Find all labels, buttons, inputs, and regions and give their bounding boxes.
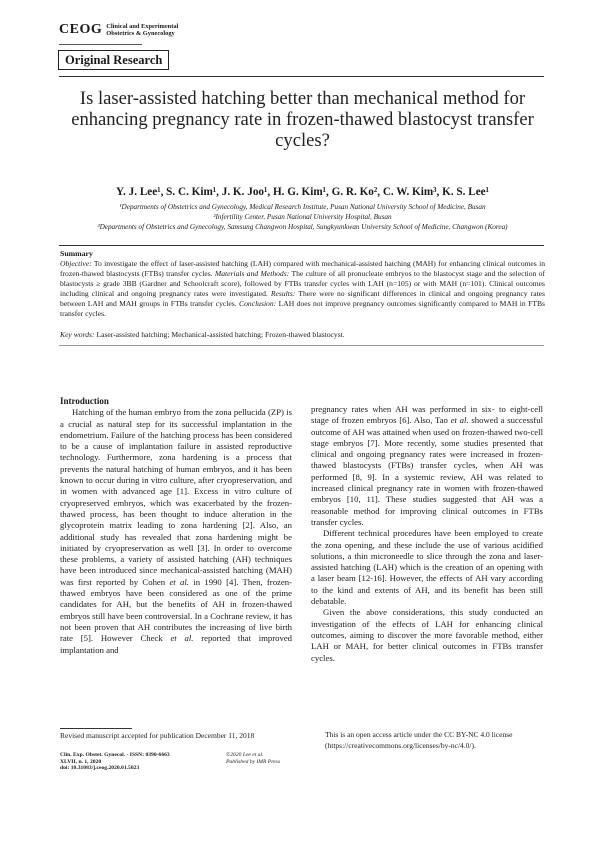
article-type-badge: Original Research <box>58 50 169 70</box>
summary-divider <box>59 245 544 246</box>
summary-heading: Summary <box>60 249 93 258</box>
affiliation: ¹Departments of Obstetrics and Gynecology, Medical Research Institute, Pusan National University School of Medicine, Busan <box>119 203 486 211</box>
abstract <box>60 249 545 319</box>
body-column-left <box>60 396 292 656</box>
keywords <box>60 330 545 339</box>
body-column-right <box>311 404 543 664</box>
results-label: Results: <box>270 289 296 298</box>
journal-logo-subtitle: Clinical and Experimental Obstetrics & Gynecology <box>106 23 179 37</box>
affiliation: ²Infertility Center, Pusan National University Hospital, Busan <box>213 213 392 221</box>
body-paragraph: Given the above considerations, this study conducted an investigation of the effects of LAH for enhancing clinical outcomes, aiming to discover the more favorable method, either LAH or MAH, for better clinical outcomes in FTBs transfer cycles. <box>311 607 543 663</box>
results-text: There were no significant differences in clinical and ongoing pregnancy rates between LAH and MAH groups in FTBs transfer cycles. <box>60 289 546 308</box>
citation-info: Clin. Exp. Obstet. Gynecol. - ISSN: 0390-6663 XLVII, n. 1, 2020 doi: 10.31083/j.ceog.2020.01.5023 <box>60 752 170 771</box>
header-rule <box>59 44 142 45</box>
journal-logo <box>59 22 178 38</box>
objective-label: Objective: <box>60 259 92 268</box>
license-note: This is an open access article under the CC BY-NC 4.0 license (https://creativecommons.org/licenses/by-nc/4.0/). <box>325 730 513 750</box>
conclusion-label: Conclusion: <box>239 299 277 308</box>
keywords-label: Key words: <box>60 330 95 339</box>
conclusion-text: LAH does not improve pregnancy outcomes significantly compared to MAH in FTBs transfer cycles. <box>60 299 545 318</box>
methods-label: Materials and Methods: <box>214 269 290 278</box>
author-list: Y. J. Lee¹, S. C. Kim¹, J. K. Joo¹, H. G. Kim¹, G. R. Ko², C. W. Kim³, K. S. Lee¹ <box>116 186 489 198</box>
body-paragraph: pregnancy rates when AH was performed in six- to eight-cell stage of frozen embryos [6]. Also, Tao et al. showed a successful outcome of AH was attained when used on frozen-thawed two-cell stage embryos [7]. More recently, some studies presented that clinical and ongoing pregnancy rates were increased in frozen-thawed blastocysts (FTBs) transfer cycles, when AH was performed [8, 9]. In a systemic review, AH was related to increased clinical pregnancy rate in women with frozen-thawed embryos [10, 11]. These studies suggested that AH was a reasonable method for improving clinical outcomes in FTBs transfer cycles. <box>311 404 544 527</box>
methods-text: The culture of all pronucleate embryos to the blastocyst stage and the selection of blastocysts ≥ grade 3BB (Gardner and Schoolcraft score), followed by FTBs transfer cycles with LAH (n=105) or with MAH (n=101). Clinical outcomes including clinical and ongoing pregnancy rates were investigated. <box>60 269 545 298</box>
title-divider <box>59 76 544 77</box>
body-paragraph: Different technical procedures have been employed to create the zona opening, and these include the use of various acidified solutions, a thin microneedle to slice through the zona and laser-assisted hatching (LAH) which is the creation of an opening with a laser beam [12-16]. However, the effects of AH vary according to the kind and extents of AH, and its benefit has been still debatable. <box>311 528 543 607</box>
body-paragraph: Hatching of the human embryo from the zona pellucida (ZP) is a crucial as natural step for its successful implantation in the endometrium. Failure of the hatching process has been considered to be a cause of implantation failure in assisted reproductive technology. Furthermore, zona hardening is a process that prevents the natural hatching of human embryos, and it has been known to occur during in vitro culture, after cryopreservation, and in women with advanced age [1]. Excess in vitro culture of cryopreserved embryos, which was exacerbated by the frozen-thawed process, has been thought to induce alteration in the glycoprotein matrix leading to zona hardening [2]. Also, an additional study has revealed that zona hardening might be initiated by cryopreservation as well [3]. In order to overcome these problems, a variety of assisted hatching (AH) techniques have been introduced since mechanical-assisted hatching (MAH) was first reported by Cohen et al. in 1990 [4]. Then, frozen-thawed embryos have been considered as one of the prime candidates for AH, but the benefits of AH in frozen-thawed embryos still have been controversial. In a Cochrane review, it has not been proven that AH contributes the increasing of live birth rate [5]. However Check et al. reported that improved implantation and <box>60 407 293 655</box>
footnote-rule <box>60 728 132 729</box>
copyright-info: ©2020 Lee et al. Published by IMR Press <box>226 752 281 765</box>
journal-logo-main: CEOG <box>59 22 103 37</box>
keywords-text: Laser-assisted hatching; Mechanical-assisted hatching; Frozen-thawed blastocyst. <box>96 330 345 339</box>
introduction-heading: Introduction <box>60 396 109 406</box>
keywords-divider <box>59 345 544 346</box>
affiliation: ³Departments of Obstetrics and Gynecology, Samsung Changwon Hospital, Sungkyunkwan University School of Medicine, Changwon (Korea) <box>97 223 508 231</box>
objective-text: To investigate the effect of laser-assisted hatching (LAH) compared with mechanical-assisted hatching (MAH) for enhancing clinical outcomes in frozen-thawed blastocysts (FTBs) transfer cycles. <box>60 259 545 278</box>
revision-note: Revised manuscript accepted for publication December 11, 2018 <box>60 731 255 740</box>
article-title: Is laser-assisted hatching better than mechanical method for enhancing pregnancy rate in frozen-thawed blastocyst transfer cycles? <box>71 88 534 151</box>
